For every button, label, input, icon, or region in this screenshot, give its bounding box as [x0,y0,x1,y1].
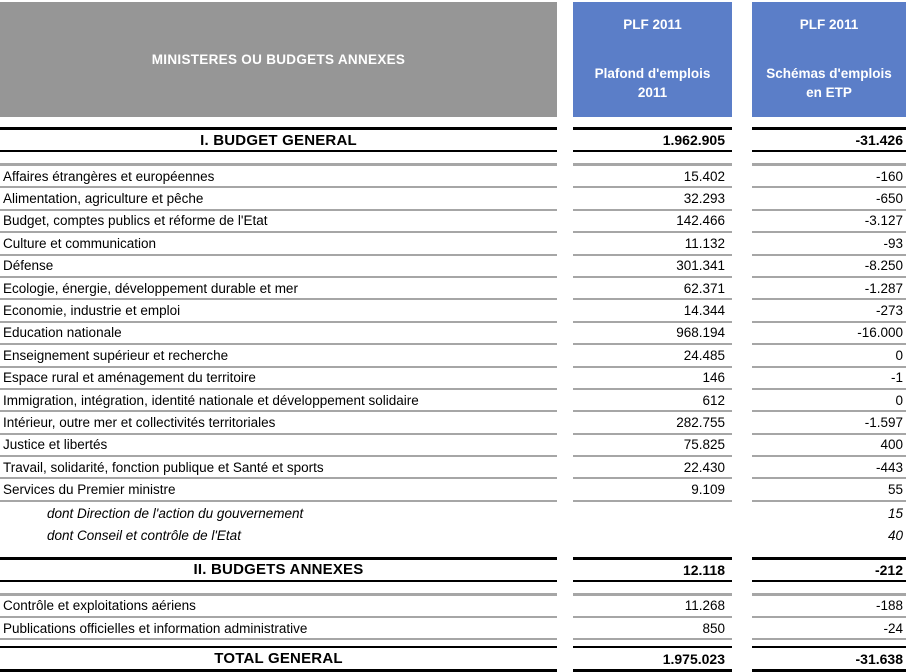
section-row-budget-general [0,127,906,152]
column-gutter [557,2,573,117]
column-gutter [732,618,752,640]
column-gutter [557,188,573,210]
row-label: Immigration, intégration, identité nationale et développement solidaire [0,390,557,412]
header-plafond-title: PLF 2011 [623,17,682,32]
table-row [0,368,906,390]
plafond-value [573,524,732,546]
plafond-value: 612 [573,390,732,412]
column-gutter [732,412,752,434]
column-gutter [557,479,573,501]
section-plafond-value: 12.118 [573,557,732,582]
schemas-value: -93 [752,233,906,255]
column-gutter [732,211,752,233]
table-row [0,211,906,233]
table-body [0,127,906,672]
table-row [0,256,906,278]
table-row [0,233,906,255]
table-row [0,390,906,412]
column-gutter [732,479,752,501]
table-row [0,524,906,546]
row-label: Publications officielles et information administrative [0,618,557,640]
section-plafond-value: 1.975.023 [573,646,732,672]
schemas-value: -1 [752,368,906,390]
row-label: Contrôle et exploitations aériens [0,593,557,618]
schemas-value: -8.250 [752,256,906,278]
column-gutter [732,233,752,255]
plafond-value: 75.825 [573,435,732,457]
column-gutter [732,435,752,457]
table-row [0,345,906,367]
schemas-value: -160 [752,163,906,188]
column-gutter [557,390,573,412]
section-row-budgets-annexes [0,557,906,582]
table-row [0,593,906,618]
schemas-value: 55 [752,479,906,501]
column-gutter [557,127,573,152]
plafond-value [573,502,732,524]
plafond-value: 850 [573,618,732,640]
table-row [0,323,906,345]
column-gutter [557,278,573,300]
section-label: II. BUDGETS ANNEXES [0,557,557,582]
header-schemas-title: PLF 2011 [799,17,859,32]
section-row-total-general [0,646,906,672]
budget-general-rows [0,163,906,547]
column-gutter [732,524,752,546]
schemas-value: -24 [752,618,906,640]
column-gutter [557,323,573,345]
schemas-value: 0 [752,345,906,367]
column-gutter [557,524,573,546]
table-row [0,188,906,210]
schemas-value: 0 [752,390,906,412]
row-label: Affaires étrangères et européennes [0,163,557,188]
schemas-value: -650 [752,188,906,210]
header-plafond-subtitle: Plafond d'emplois 2011 [594,65,711,101]
row-label: Culture et communication [0,233,557,255]
row-label: Education nationale [0,323,557,345]
schemas-value: -1.597 [752,412,906,434]
column-gutter [557,618,573,640]
column-gutter [732,646,752,672]
table-row [0,479,906,501]
schemas-value: -273 [752,300,906,322]
column-gutter [557,300,573,322]
column-gutter [732,557,752,582]
header-ministries-label: MINISTERES OU BUDGETS ANNEXES [151,52,406,67]
column-gutter [732,345,752,367]
column-gutter [732,323,752,345]
column-gutter [732,256,752,278]
header-schemas-cell [752,2,906,117]
row-label: Services du Premier ministre [0,479,557,501]
section-label: I. BUDGET GENERAL [0,127,557,152]
row-label: Ecologie, énergie, développement durable et mer [0,278,557,300]
header-plafond-cell [573,2,732,117]
header-ministries-cell [0,2,557,117]
table-row [0,278,906,300]
section-label: TOTAL GENERAL [0,646,557,672]
section-schemas-value: -31.426 [752,127,906,152]
schemas-value: -188 [752,593,906,618]
plafond-value: 301.341 [573,256,732,278]
column-gutter [732,390,752,412]
table-row [0,457,906,479]
plafond-value: 62.371 [573,278,732,300]
table-row [0,412,906,434]
schemas-value: 15 [887,505,903,521]
row-label: Intérieur, outre mer et collectivités territoriales [0,412,557,434]
column-gutter [732,593,752,618]
plafond-value: 15.402 [573,163,732,188]
section-schemas-value: -31.638 [752,646,906,672]
column-gutter [732,163,752,188]
section-schemas-value: -212 [752,557,906,582]
row-label: dont Direction de l'action du gouvernement [47,505,304,521]
row-label: Justice et libertés [0,435,557,457]
column-gutter [732,188,752,210]
column-gutter [732,2,752,117]
plafond-value: 22.430 [573,457,732,479]
schemas-value: -3.127 [752,211,906,233]
schemas-value: -1.287 [752,278,906,300]
column-gutter [557,593,573,618]
plafond-value: 11.268 [573,593,732,618]
table-row [0,502,906,524]
schemas-value: 400 [752,435,906,457]
row-label: Alimentation, agriculture et pêche [0,188,557,210]
plafond-value: 146 [573,368,732,390]
column-gutter [557,163,573,188]
plafond-value: 11.132 [573,233,732,255]
column-gutter [557,457,573,479]
column-gutter [557,211,573,233]
column-gutter [732,278,752,300]
column-gutter [557,646,573,672]
row-label: Economie, industrie et emploi [0,300,557,322]
table-header [0,2,906,117]
table-row [0,300,906,322]
header-schemas-subtitle: Schémas d'emplois en ETP [766,65,892,101]
column-gutter [557,557,573,582]
schemas-value: 40 [887,527,903,543]
row-label: Enseignement supérieur et recherche [0,345,557,367]
table-row [0,618,906,640]
row-label: dont Conseil et contrôle de l'Etat [47,527,241,543]
column-gutter [732,368,752,390]
section-plafond-value: 1.962.905 [573,127,732,152]
column-gutter [732,300,752,322]
row-label: Budget, comptes publics et réforme de l'Etat [0,211,557,233]
table-row [0,163,906,188]
column-gutter [557,412,573,434]
plafond-value: 282.755 [573,412,732,434]
plafond-value: 142.466 [573,211,732,233]
column-gutter [732,502,752,524]
plafond-value: 24.485 [573,345,732,367]
schemas-value: -16.000 [752,323,906,345]
table-row [0,435,906,457]
column-gutter [557,233,573,255]
column-gutter [557,256,573,278]
schemas-value: -443 [752,457,906,479]
plafond-value: 14.344 [573,300,732,322]
column-gutter [557,368,573,390]
budgets-annexes-rows [0,593,906,641]
plafond-value: 32.293 [573,188,732,210]
row-label: Défense [0,256,557,278]
plafond-value: 9.109 [573,479,732,501]
column-gutter [557,345,573,367]
column-gutter [732,127,752,152]
row-label: Espace rural et aménagement du territoire [0,368,557,390]
plafond-value: 968.194 [573,323,732,345]
column-gutter [732,457,752,479]
row-label: Travail, solidarité, fonction publique et Santé et sports [0,457,557,479]
column-gutter [557,435,573,457]
column-gutter [557,502,573,524]
